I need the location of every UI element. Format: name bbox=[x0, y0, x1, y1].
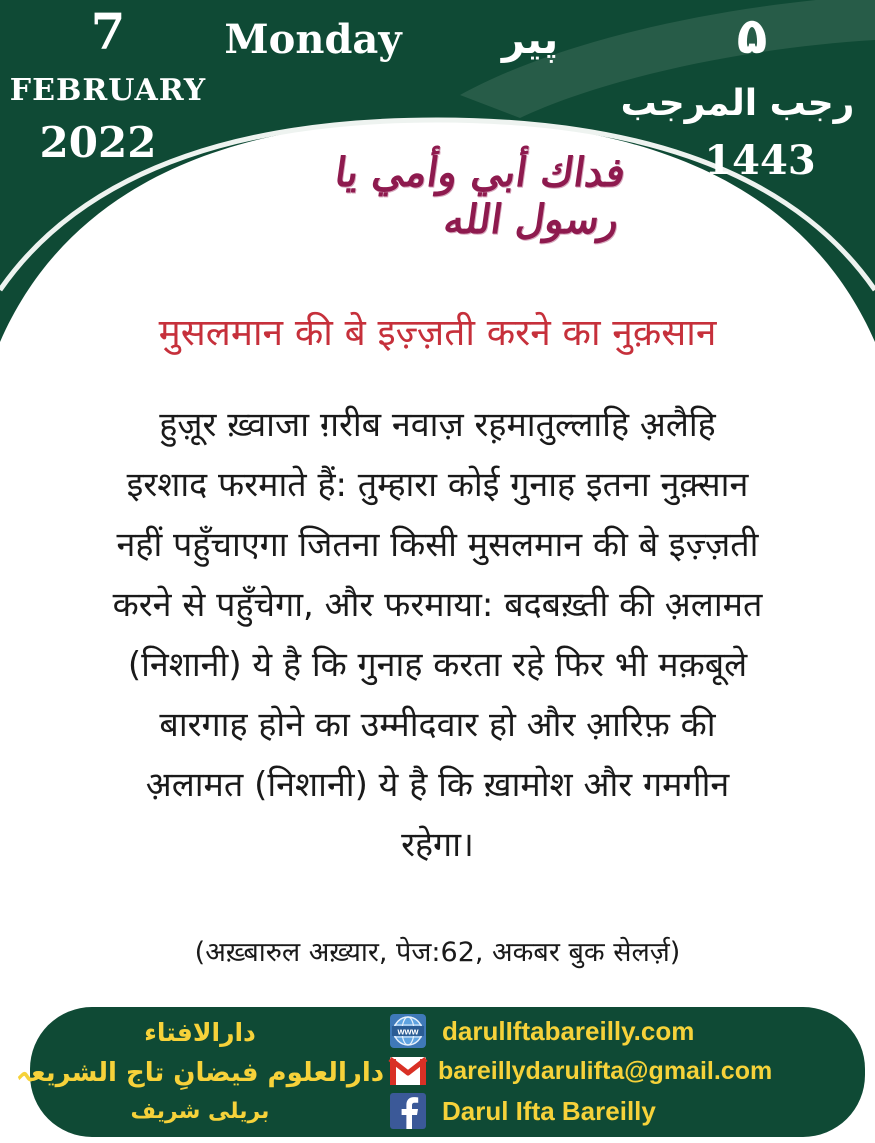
article-line: अ़लामत (निशानी) ये है कि ख़ामोश और गमगीन bbox=[145, 765, 730, 805]
article-line: नहीं पहुँचाएगा जितना किसी मुसलमान की बे इज़्ज़ती bbox=[116, 525, 759, 565]
calligraphy-text: فداك أبي وأمي يا رسول الله bbox=[331, 149, 629, 243]
article-source-citation: (अख़्बारुल अख़्यार, पेज:62, अकबर बुक सेलर्ज़) bbox=[194, 937, 681, 968]
www-label: www bbox=[397, 1026, 419, 1037]
globe-www-icon bbox=[388, 1013, 428, 1049]
hijri-month-name: رجب المرجب bbox=[620, 83, 855, 124]
article-line: बारगाह होने का उम्मीदवार हो और आ़रिफ़ की bbox=[159, 705, 716, 745]
article-line: हुज़ूर ख़्वाजा ग़रीब नवाज़ रह़मातुल्लाहि अ़लैहि bbox=[159, 405, 716, 445]
article-line: इरशाद फरमाते हैं: तुम्हारा कोई गुनाह इतना नुक़्सान bbox=[126, 465, 749, 505]
org-line-darul-ifta: دارالافتاء bbox=[144, 1018, 256, 1047]
contact-website[interactable] bbox=[388, 1010, 875, 1052]
organization-name bbox=[6, 1014, 394, 1134]
article-line: रहेगा। bbox=[401, 825, 474, 865]
hijri-day-number: ۵ bbox=[736, 7, 768, 65]
gregorian-year: 2022 bbox=[39, 118, 157, 167]
article-title: मुसलमान की बे इज़्ज़ती करने का नुक़सान bbox=[158, 311, 717, 354]
facebook-link[interactable]: Darul Ifta Bareilly bbox=[442, 1096, 656, 1126]
gregorian-month-name: FEBRUARY bbox=[9, 73, 207, 108]
weekday-urdu: پیر bbox=[501, 17, 559, 63]
hijri-year: 1443 bbox=[704, 137, 816, 184]
website-link[interactable]: darulIftabareilly.com bbox=[442, 1016, 695, 1046]
contact-facebook[interactable] bbox=[388, 1090, 875, 1132]
org-line-bareilly-sharif: بریلی شریف bbox=[130, 1099, 270, 1124]
article-line: करने से पहुँचेगा, और फरमाया: बदबख़्ती की अ़लामत bbox=[112, 585, 763, 625]
arabic-calligraphy bbox=[262, 149, 629, 243]
contact-email[interactable] bbox=[388, 1050, 875, 1092]
org-line-darul-uloom: دارالعلوم فیضانِ تاج الشریعہ bbox=[15, 1058, 385, 1088]
article-line: (निशानी) ये है कि गुनाह करता रहे फिर भी मक़बूले bbox=[127, 645, 748, 685]
article-body bbox=[30, 395, 845, 875]
email-link[interactable]: bareillydarulifta@gmail.com bbox=[438, 1057, 773, 1085]
weekday-english: Monday bbox=[224, 16, 402, 63]
facebook-icon bbox=[388, 1093, 428, 1129]
gregorian-day-number: 7 bbox=[90, 2, 126, 61]
gmail-icon bbox=[388, 1053, 428, 1089]
